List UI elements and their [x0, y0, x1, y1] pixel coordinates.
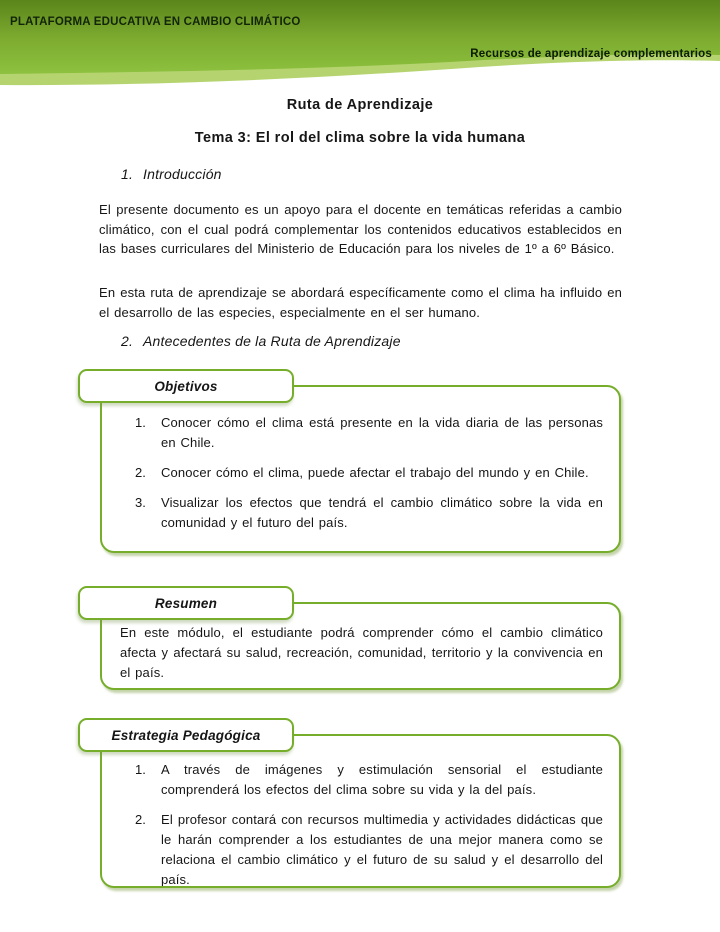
item-number: 3. — [135, 495, 146, 510]
page-header — [0, 0, 720, 96]
objective-item — [135, 413, 603, 453]
item-text: Conocer cómo el clima está presente en la vida diaria de las personas en Chile. — [161, 415, 603, 450]
section-number: 1. — [121, 166, 134, 182]
objetivos-tab-label: Objetivos — [78, 369, 294, 403]
item-number: 2. — [135, 465, 146, 480]
resumen-tab-label: Resumen — [78, 586, 294, 620]
objective-item — [135, 463, 603, 483]
header-resources-subtitle: Recursos de aprendizaje complementarios — [470, 48, 712, 60]
item-number: 1. — [135, 762, 146, 777]
item-text: Visualizar los efectos que tendrá el cambio climático sobre la vida en comunidad y el futuro del país. — [161, 495, 603, 530]
intro-paragraph-2: En esta ruta de aprendizaje se abordará específicamente como el clima ha influido en el desarrollo de las especies, especialmente en el ser humano. — [99, 285, 622, 320]
estrategia-item — [135, 810, 603, 888]
section-label: Introducción — [143, 166, 222, 182]
item-number: 1. — [135, 415, 146, 430]
page-subtitle: Tema 3: El rol del clima sobre la vida humana — [194, 130, 526, 146]
resumen-text: En este módulo, el estudiante podrá comprender cómo el cambio climático afecta y afectará su salud, recreación, comunidad, territorio y la convivencia en el país. — [120, 625, 603, 680]
objetivos-box — [100, 385, 621, 553]
page-title: Ruta de Aprendizaje — [286, 97, 434, 113]
estrategia-tab-label: Estrategia Pedagógica — [78, 718, 294, 752]
item-text: El profesor contará con recursos multimedia y actividades didácticas que le harán comprender a los estudiantes de una mejor manera como se relaciona el cambio climático y el futuro de su salud y el desarrollo del país. — [161, 812, 603, 887]
item-number: 2. — [135, 812, 146, 827]
section-heading-introduccion — [121, 166, 222, 182]
objective-item — [135, 493, 603, 533]
item-text: Conocer cómo el clima, puede afectar el trabajo del mundo y en Chile. — [161, 465, 589, 480]
header-platform-title: PLATAFORMA EDUCATIVA EN CAMBIO CLIMÁTICO — [10, 16, 301, 28]
section-label: Antecedentes de la Ruta de Aprendizaje — [143, 333, 401, 349]
section-number: 2. — [121, 333, 134, 349]
item-text: A través de imágenes y estimulación sensorial el estudiante comprenderá los efectos del clima sobre su vida y la del país. — [161, 762, 603, 797]
intro-paragraph-1: El presente documento es un apoyo para el docente en temáticas referidas a cambio climático, con el cual podrá complementar los contenidos educativos establecidos en las bases curriculares del Ministerio de Educación para los niveles de 1º a 6º Básico. — [99, 202, 622, 256]
section-heading-antecedentes — [121, 333, 401, 349]
estrategia-item — [135, 760, 603, 800]
estrategia-box — [100, 734, 621, 888]
